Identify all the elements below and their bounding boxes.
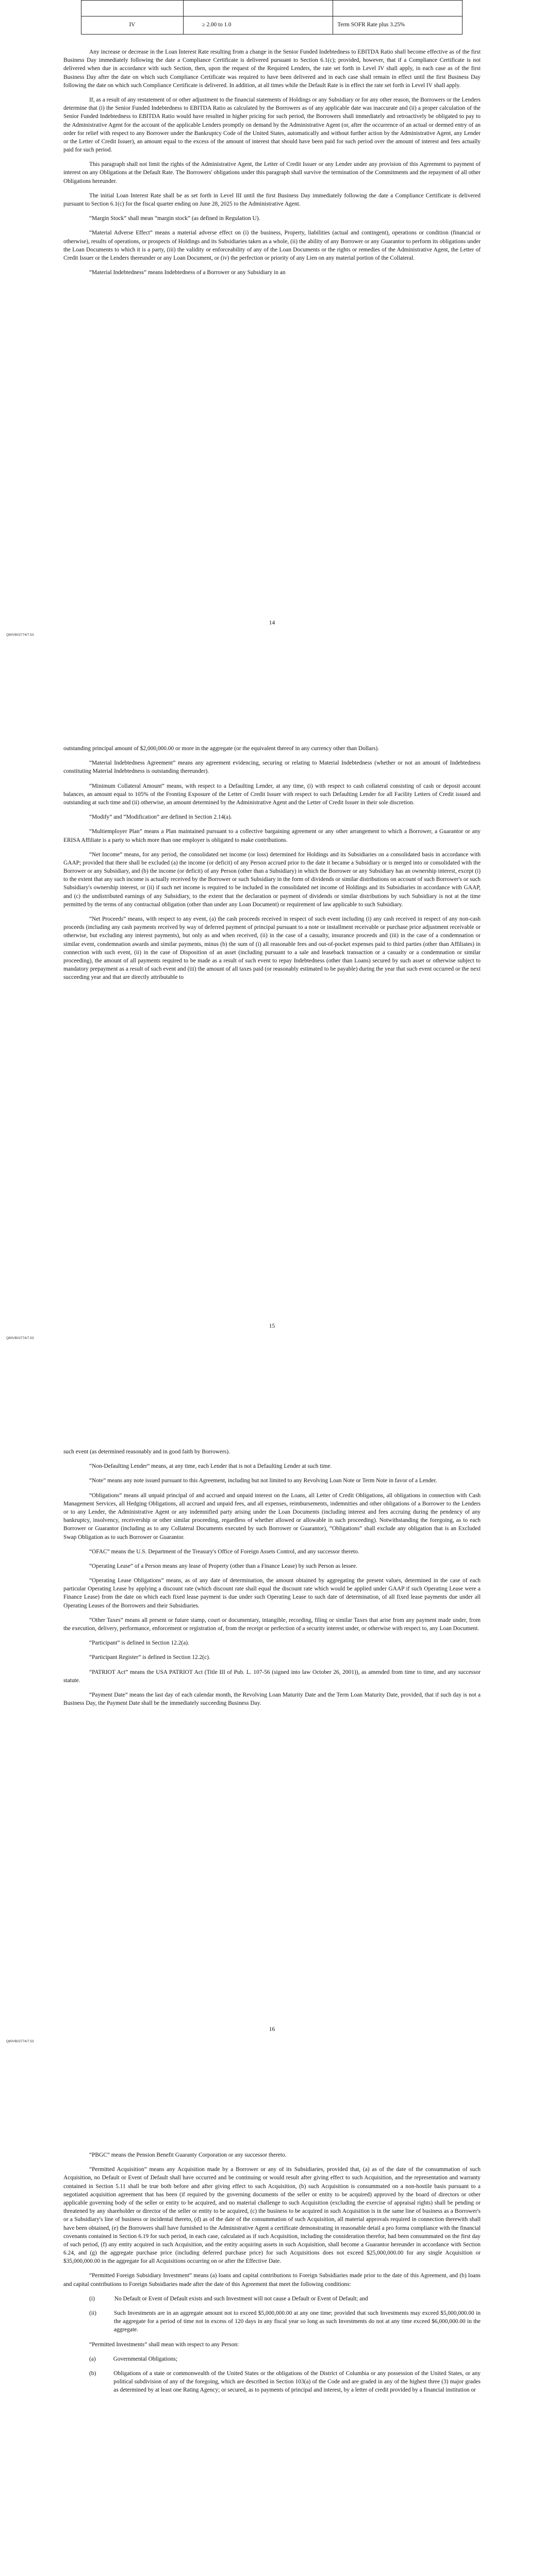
paragraph: “Obligations” means all unpaid principal of and accrued and unpaid interest on the Loans, all Letter of Credit Obligations, all obligations in connection with Cash Management Services, all Hedging Obligations, all accrued and unpaid fees, and all expenses, reimbursements, indemnities and other obligations of a Borrower to the Lenders or to any Lender, the Administrative Agent or any indemnified party arising under the Loan Documents (including interest and fees accruing during the pendency of any bankruptcy, insolvency, receivership or other similar proceeding, regardless of whether allowed or allowable in such proceeding). Notwithstanding the foregoing, as to each Borrower or Guarantor (including as to any Collateral Documents executed by such Borrower or Guarantor), “Obligations” shall exclude any obligation that is an Excluded Swap Obligation as to such Borrower or Guarantor. <box>63 1492 481 1540</box>
list-item <box>63 2355 481 2363</box>
list-item-text: Governmental Obligations; <box>113 2355 177 2362</box>
paragraph: This paragraph shall not limit the rights of the Administrative Agent, the Letter of Credit Issuer or any Lender under any provision of this Agreement to payment of interest on any Obligations at the Default Rate. The Borrowers' obligations under this paragraph shall survive the termination of the Commitments and the repayment of all other Obligations hereunder. <box>63 161 481 184</box>
page-16-body <box>63 1448 481 1707</box>
paragraph: “OFAC” means the U.S. Department of the Treasury's Office of Foreign Assets Control, and any successor thereto. <box>89 1548 359 1555</box>
list-item-label: (i) <box>89 2295 95 2302</box>
paragraph: “Minimum Collateral Amount” means, with respect to a Defaulting Lender, at any time, (i) with respect to cash collateral consisting of cash or deposit account balances, an amount equal to 105% of the Fronting Exposure of the Letter of Credit Issuer with respect to such Defaulting Lender for all Facility Letters of Credit issued and outstanding at such time and (ii) otherwise, an amount determined by the Administrative Agent and the Letter of Credit Issuer in their sole discretion. <box>63 783 481 806</box>
list-item <box>63 2369 481 2395</box>
page-16 <box>0 1406 544 2110</box>
page-14 <box>0 0 544 703</box>
page-17 <box>0 2110 544 2576</box>
pricing-table-row <box>81 16 463 35</box>
list-item-text: Such Investments are in an aggregate amount not to exceed $5,000,000.00 at any one time; provided that such Investments may exceed $5,000,000.00 in the aggregate for a period of time not in excess of 120 days in any fiscal year so long as such Investments do not at any time exceed $6,000,000.00 in the aggregate. <box>113 2310 481 2333</box>
paragraph: “Participant” is defined in Section 12.2(a). <box>89 1640 189 1647</box>
paragraph: “Modify” and “Modification” are defined in Section 2.14(a). <box>89 814 232 821</box>
ratio-cell: ≥ 2.00 to 1.0 <box>183 16 333 35</box>
pricing-table-row <box>81 1 463 16</box>
paragraph: “Material Indebtedness” means Indebtedness of a Borrower or any Subsidiary in an <box>89 269 286 276</box>
paragraph: “PATRIOT Act” means the USA PATRIOT Act (Title III of Pub. L. 107-56 (signed into law October 26, 2001)), as amended from time to time, and any successor statute. <box>63 1669 481 1684</box>
paragraph: “Material Indebtedness Agreement” means any agreement evidencing, securing or relating to Material Indebtedness (whether or not an amount of Indebtedness constituting Material Indebtedness is outstanding thereunder). <box>63 760 481 775</box>
paragraph: “Net Proceeds” means, with respect to any event, (a) the cash proceeds received in respect of such event including (i) any cash received in respect of any non-cash proceeds (including any cash payments received by way of deferred payment of principal pursuant to a note or installment receivable or purchase price adjustment receivable or otherwise, but excluding any interest payments), but only as and when received, (ii) in the case of a casualty, insurance proceeds and (iii) in the case of a condemnation or similar event, condemnation awards and similar payments, minus (b) the sum of (i) all reasonable fees and out-of-pocket expenses paid to third parties (other than Affiliates) in connection with such event, (ii) in the case of Disposition of an asset (including pursuant to a sale and leaseback transaction or a casualty or a condemnation or similar proceeding), the amount of all payments required to be made as a result of such event to repay Indebtedness (other than Loans) secured by such asset or otherwise subject to mandatory prepayment as a result of such event and (iii) the amount of all taxes paid (or reasonably estimated to be payable) during the year that such event occurred or the next succeeding year and that are directly attributable to <box>63 916 481 981</box>
paragraph: “Material Adverse Effect” means a material adverse effect on (i) the business, Property, liabilities (actual and contingent), operations or condition (financial or otherwise), results of operations, or prospects of Holdings and its Subsidiaries taken as a whole, (ii) the ability of any Borrower or any Guarantor to perform its obligations under the Loan Documents to which it is a party, (iii) the validity or enforceability of any of the Loan Documents or the rights or remedies of the Administrative Agent, the Letter of Credit Issuer or the Lenders thereunder or any Loan Document, or (iv) the perfection or priority of any Lien on any material portion of the Collateral. <box>63 230 481 261</box>
rate-cell: Term SOFR Rate plus 3.25% <box>333 16 463 35</box>
list-item-text: No Default or Event of Default exists and such Investment will not cause a Default or Event of Default; and <box>114 2295 368 2302</box>
list-item-text: Obligations of a state or commonwealth of the United States or the obligations of the District of Columbia or any possession of the United States, or any political subdivision of any of the foregoing, which are described in Section 103(a) of the Code and are graded in any of the highest three (3) major grades as determined by at least one Rating Agency; or secured, as to payments of principal and interest, by a letter of credit provided by a financial institution or <box>113 2370 481 2394</box>
list-item-label: (b) <box>89 2370 96 2377</box>
page-number: 15 <box>269 1323 275 1329</box>
paragraph: “Net Income” means, for any period, the consolidated net income (or loss) determined for Holdings and its Subsidiaries on a consolidated basis in accordance with GAAP; provided that there shall be excluded (a) the income (or deficit) of any Person accrued prior to the date it became a Subsidiary or is merged into or consolidated with the Borrower or any Subsidiary, and (b) the income (or deficit) of any Person (other than a Subsidiary) in which the Borrower or any Subsidiary has an ownership interest, except (i) to the extent that any such income is actually received by the Borrower or such Subsidiary in the form of dividends or similar distributions on account of such Borrower's or such Subsidiary's ownership interest, or (ii) if such net income is required to be included in the consolidated net income of Holdings and its Subsidiaries in accordance with GAAP, and (c) the undistributed earnings of any Subsidiary, to the extent that the declaration or payment of dividends or similar distributions by such Subsidiary is not at the time permitted by the terms of any contractual obligation (other than under any Loan Document) or requirement of law applicable to such Subsidiary. <box>63 851 481 908</box>
paragraph: such event (as determined reasonably and in good faith by Borrowers). <box>63 1449 230 1455</box>
page-15 <box>0 703 544 1406</box>
pricing-table <box>81 0 463 35</box>
paragraph: If, as a result of any restatement of or other adjustment to the financial statements of Holdings or any Subsidiary or for any other reason, the Borrowers or the Lenders determine that (i) the Senior Funded Indebtedness to EBITDA Ratio as calculated by the Borrowers as of any applicable date was inaccurate and (ii) a proper calculation of the Senior Funded Indebtedness to EBITDA Ratio would have resulted in higher pricing for such period, the Borrowers shall immediately and retroactively be obligated to pay to the Administrative Agent for the account of the applicable Lenders promptly on demand by the Administrative Agent (or, after the occurrence of an actual or deemed entry of an order for relief with respect to any Borrower under the Bankruptcy Code of the United States, automatically and without further action by the Administrative Agent, any Lender or the Letter of Credit Issuer), an amount equal to the excess of the amount of interest that should have been paid for such period over the amount of interest and fees actually paid for such period. <box>63 96 481 154</box>
document-id: Q80VB02774/7.53 <box>6 2039 34 2043</box>
page-15-body <box>63 744 481 982</box>
paragraph: “Operating Lease” of a Person means any lease of Property (other than a Finance Lease) by such Person as lessee. <box>89 1563 357 1569</box>
page-number: 16 <box>269 2026 275 2032</box>
paragraph: “PBGC” means the Pension Benefit Guaranty Corporation or any successor thereto. <box>89 2152 287 2158</box>
list-item-label: (ii) <box>89 2310 96 2316</box>
paragraph: outstanding principal amount of $2,000,000.00 or more in the aggregate (or the equivalent thereof in any currency other than Dollars). <box>63 745 380 752</box>
paragraph: “Permitted Acquisition” means any Acquisition made by a Borrower or any of its Subsidiaries, provided that, (a) as of the date of the consummation of such Acquisition, no Default or Event of Default shall have occurred and be continuing or would result after giving effect to such Acquisition, and the representation and warranty contained in Section 5.11 shall be true both before and after giving effect to such Acquisition, (b) such Acquisition is consummated on a non-hostile basis pursuant to a negotiated acquisition agreement that has been (if required by the governing documents of the seller or entity to be acquired) approved by the board of directors or other applicable governing body of the seller or entity to be acquired, and no material challenge to such Acquisition (excluding the exercise of appraisal rights) shall be pending or threatened by any shareholder or director of the seller or entity to be acquired, (c) the business to be acquired in such Acquisition is in the same line of business as a Borrower's or a Subsidiary's line of business or incidental thereto, (d) as of the date of the consummation of such Acquisition, all material approvals required in connection therewith shall have been obtained, (e) the Borrowers shall have furnished to the Administrative Agent a certificate demonstrating in reasonable detail a pro forma compliance with the financial covenants contained in Section 6.19 for such period, in each case, calculated as if such Acquisition, including the consideration therefor, had been consummated on the first day of such period, (f) any entity acquired in such Acquisition, and the entity acquiring assets in such Acquisition, shall become a Guarantor hereunder in accordance with Section 6.24, and (g) the aggregate purchase price (including deferred purchase price) for such Acquisitions does not exceed $25,000,000.00 for any single Acquisition or $35,000,000.00 in the aggregate for all Acquisitions occurring on or after the Effective Date. <box>63 2166 481 2265</box>
level-cell: IV <box>81 16 184 35</box>
list-item-label: (a) <box>89 2355 96 2362</box>
list-item <box>63 2309 481 2334</box>
paragraph: “Non-Defaulting Lender” means, at any time, each Lender that is not a Defaulting Lender at such time. <box>89 1463 332 1470</box>
document-id: Q80VB02774/7.53 <box>6 633 34 637</box>
paragraph: Any increase or decrease in the Loan Interest Rate resulting from a change in the Senior Funded Indebtedness to EBITDA Ratio shall become effective as of the first Business Day immediately following the date a Compliance Certificate is delivered pursuant to Section 6.1(c); provided, however, that if a Compliance Certificate is not delivered when due in accordance with such Section, then, upon the request of the Required Lenders, the rate set forth in Level IV shall apply, in each case as of the first Business Day after the date on which such Compliance Certificate was required to have been delivered and in each case shall remain in effect until the first Business Day following the date on which such Compliance Certificate is delivered. In addition, at all times while the Default Rate is in effect the rate set forth in Level IV shall apply. <box>63 49 481 89</box>
paragraph: “Margin Stock” shall mean “margin stock” (as defined in Regulation U). <box>89 215 260 222</box>
paragraph: “Permitted Foreign Subsidiary Investment” means (a) loans and capital contributions to Foreign Subsidiaries made prior to the date of this Agreement, and (b) loans and capital contributions to Foreign Subsidiaries made after the date of this Agreement that meet the following conditions: <box>63 2273 481 2287</box>
paragraph: “Permitted Investments” shall mean with respect to any Person: <box>89 2341 239 2348</box>
page-17-body <box>63 2151 481 2395</box>
page-14-body <box>63 0 481 277</box>
paragraph: “Payment Date” means the last day of each calendar month, the Revolving Loan Maturity Date and the Term Loan Maturity Date, provided, that if such day is not a Business Day, the Payment Date shall be the immediately succeeding Business Day. <box>63 1691 481 1707</box>
paragraph: “Operating Lease Obligations” means, as of any date of determination, the amount obtained by aggregating the present values, determined in the case of each particular Operating Lease by applying a discount rate (which discount rate shall equal the discount rate which would be applied under GAAP if such Operating Lease were a Finance Lease) from the date on which each fixed lease payment is due under such Operating Lease to such date of determination, of all fixed lease payments due under all Operating Leases of the Borrowers and their Subsidiaries. <box>63 1578 481 1609</box>
paragraph: “Other Taxes” means all present or future stamp, court or documentary, intangible, recording, filing or similar Taxes that arise from any payment made under, from the execution, delivery, performance, enforcement or registration of, from the receipt or perfection of a security interest under, or otherwise with respect to, any Loan Document. <box>63 1617 481 1632</box>
paragraph: “Note” means any note issued pursuant to this Agreement, including but not limited to any Revolving Loan Note or Term Note in favor of a Lender. <box>89 1478 437 1484</box>
document-id: Q80VB02774/7.53 <box>6 1336 34 1340</box>
page-number: 14 <box>269 619 275 626</box>
list-item <box>63 2295 481 2303</box>
paragraph: “Participant Register” is defined in Section 12.2(c). <box>89 1654 210 1661</box>
paragraph: “Multiemployer Plan” means a Plan maintained pursuant to a collective bargaining agreement or any other arrangement to which a Borrower, a Guarantor or any ERISA Affiliate is a party to which more than one employer is obligated to make contributions. <box>63 828 481 843</box>
paragraph: The initial Loan Interest Rate shall be as set forth in Level III until the first Business Day immediately following the date a Compliance Certificate is delivered pursuant to Section 6.1(c) for the fiscal quarter ending on June 28, 2025 to the Administrative Agent. <box>63 192 481 207</box>
